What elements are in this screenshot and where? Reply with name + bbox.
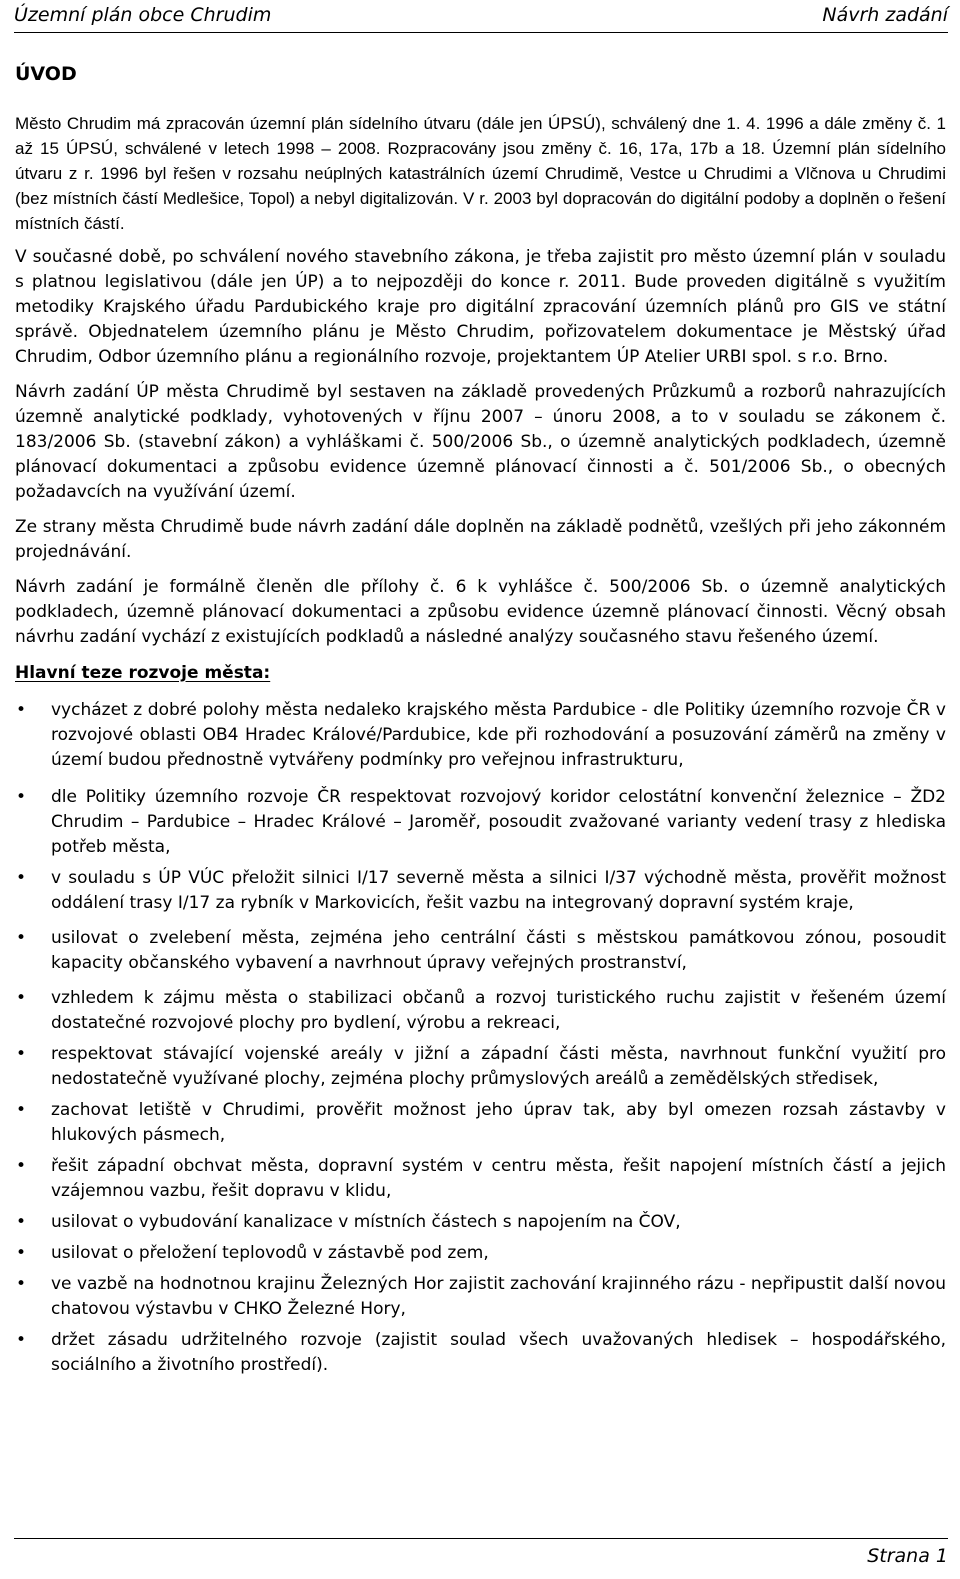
paragraph-2: V současné době, po schválení nového stavebního zákona, je třeba zajistit pro město územní plán v souladu s platnou legislativou (dále jen ÚP) a to nejpozději do konce r. 2011. Bude proveden digitálně s využitím metodiky Krajského úřadu Pardubického kraje pro digitální zpracování územních plánů pro GIS ve státní správě. Objednatelem územního plánu je Město Chrudim, pořizovatelem dokumentace je Městský úřad Chrudim, Odbor územního plánu a regionálního rozvoje, projektantem ÚP Atelier URBI spol. s r.o. Brno. (15, 247, 946, 367)
list-item: • ve vazbě na hodnotnou krajinu Železných Hor zajistit zachování krajinného rázu - nepřipustit další novou chatovou výstavbu v CHKO Železné Hory, (15, 1272, 946, 1322)
paragraph-4: Ze strany města Chrudimě bude návrh zadání dále doplněn na základě podnětů, vzešlých při jeho zákonném projednávání. (15, 517, 946, 562)
list-item: • usilovat o zvelebení města, zejména jeho centrální části s městskou památkovou zónou, posoudit kapacity občanského vybavení a navrhnout úpravy veřejných prostranství, (15, 926, 946, 976)
paragraph-1: Město Chrudim má zpracován územní plán sídelního útvaru (dále jen ÚPSÚ), schválený dne 1. 4. 1996 a dále změny č. 1 až 15 ÚPSÚ, schválené v letech 1998 – 2008. Rozpracovány jsou změny č. 16, 17a, 17b a 18. Územní plán sídelního útvaru z r. 1996 byl řešen v rozsahu neúplných katastrálních území Chrudimě, Vestce u Chrudimi a Vlčnova u Chrudimi (bez místních částí Medlešice, Topol) a nebyl digitalizován. V r. 2003 byl dopracován do digitální podoby a doplněn o řešení místních částí. (15, 114, 946, 233)
header-document-type: Návrh zadání (822, 4, 948, 26)
paragraph-3: Návrh zadání ÚP města Chrudimě byl sestaven na základě provedených Průzkumů a rozborů nahrazujících územně analytické podklady, vyhotovených v říjnu 2007 – únoru 2008, a to v souladu se zákonem č. 183/2006 Sb. (stavební zákon) a vyhláškami č. 500/2006 Sb., o územně analytických podkladech, územně plánovací dokumentaci a způsobu evidence územně plánovací činnosti a č. 501/2006 Sb., o obecných požadavcích na využívání území. (15, 382, 946, 502)
document-body (15, 62, 946, 1378)
page-number: Strana 1 (867, 1545, 948, 1567)
list-item: • usilovat o přeložení teplovodů v zástavbě pod zem, (15, 1241, 946, 1266)
page-footer (14, 1538, 948, 1567)
theses-list (15, 698, 946, 1378)
subheading-main-theses: Hlavní teze rozvoje města: (15, 663, 271, 683)
section-heading: ÚVOD (15, 63, 77, 85)
list-item: • v souladu s ÚP VÚC přeložit silnici I/17 severně města a silnici I/37 východně města, prověřit možnost oddálení trasy I/17 za rybník v Markovicích, řešit vazbu na integrovaný dopravní systém kraje, (15, 866, 946, 916)
list-item: • respektovat stávající vojenské areály v jižní a západní části města, navrhnout funkční využití pro nedostatečně využívané plochy, zejména plochy průmyslových areálů a zemědělských středisek, (15, 1042, 946, 1092)
list-item: • usilovat o vybudování kanalizace v místních částech s napojením na ČOV, (15, 1210, 946, 1235)
paragraph-5: Návrh zadání je formálně členěn dle přílohy č. 6 k vyhlášce č. 500/2006 Sb. o územně analytických podkladech, územně plánovací dokumentaci a způsobu evidence územně plánovací činnosti. Věcný obsah návrhu zadání vychází z existujících podkladů a následné analýzy současného stavu řešeného území. (15, 577, 946, 647)
page-header (14, 2, 948, 33)
list-item: • zachovat letiště v Chrudimi, prověřit možnost jeho úprav tak, aby byl omezen rozsah zástavby v hlukových pásmech, (15, 1098, 946, 1148)
list-item: • vzhledem k zájmu města o stabilizaci občanů a rozvoj turistického ruchu zajistit v řešeném území dostatečné rozvojové plochy pro bydlení, výrobu a rekreaci, (15, 986, 946, 1036)
list-item: • řešit západní obchvat města, dopravní systém v centru města, řešit napojení místních částí a jejich vzájemnou vazbu, řešit dopravu v klidu, (15, 1154, 946, 1204)
header-document-title: Územní plán obce Chrudim (14, 4, 272, 26)
list-item: • dle Politiky územního rozvoje ČR respektovat rozvojový koridor celostátní konvenční železnice – ŽD2 Chrudim – Pardubice – Hradec Králové – Jaroměř, posoudit zvažované varianty vedení trasy z hlediska potřeb města, (15, 785, 946, 860)
list-item: • držet zásadu udržitelného rozvoje (zajistit soulad všech uvažovaných hledisek – hospodářského, sociálního a životního prostředí). (15, 1328, 946, 1378)
list-item: • vycházet z dobré polohy města nedaleko krajského města Pardubice - dle Politiky územního rozvoje ČR v rozvojové oblasti OB4 Hradec Králové/Pardubice, kde při rozhodování a posuzování záměrů na změny v území budou přednostně vytvářeny podmínky pro veřejnou infrastrukturu, (15, 698, 946, 773)
